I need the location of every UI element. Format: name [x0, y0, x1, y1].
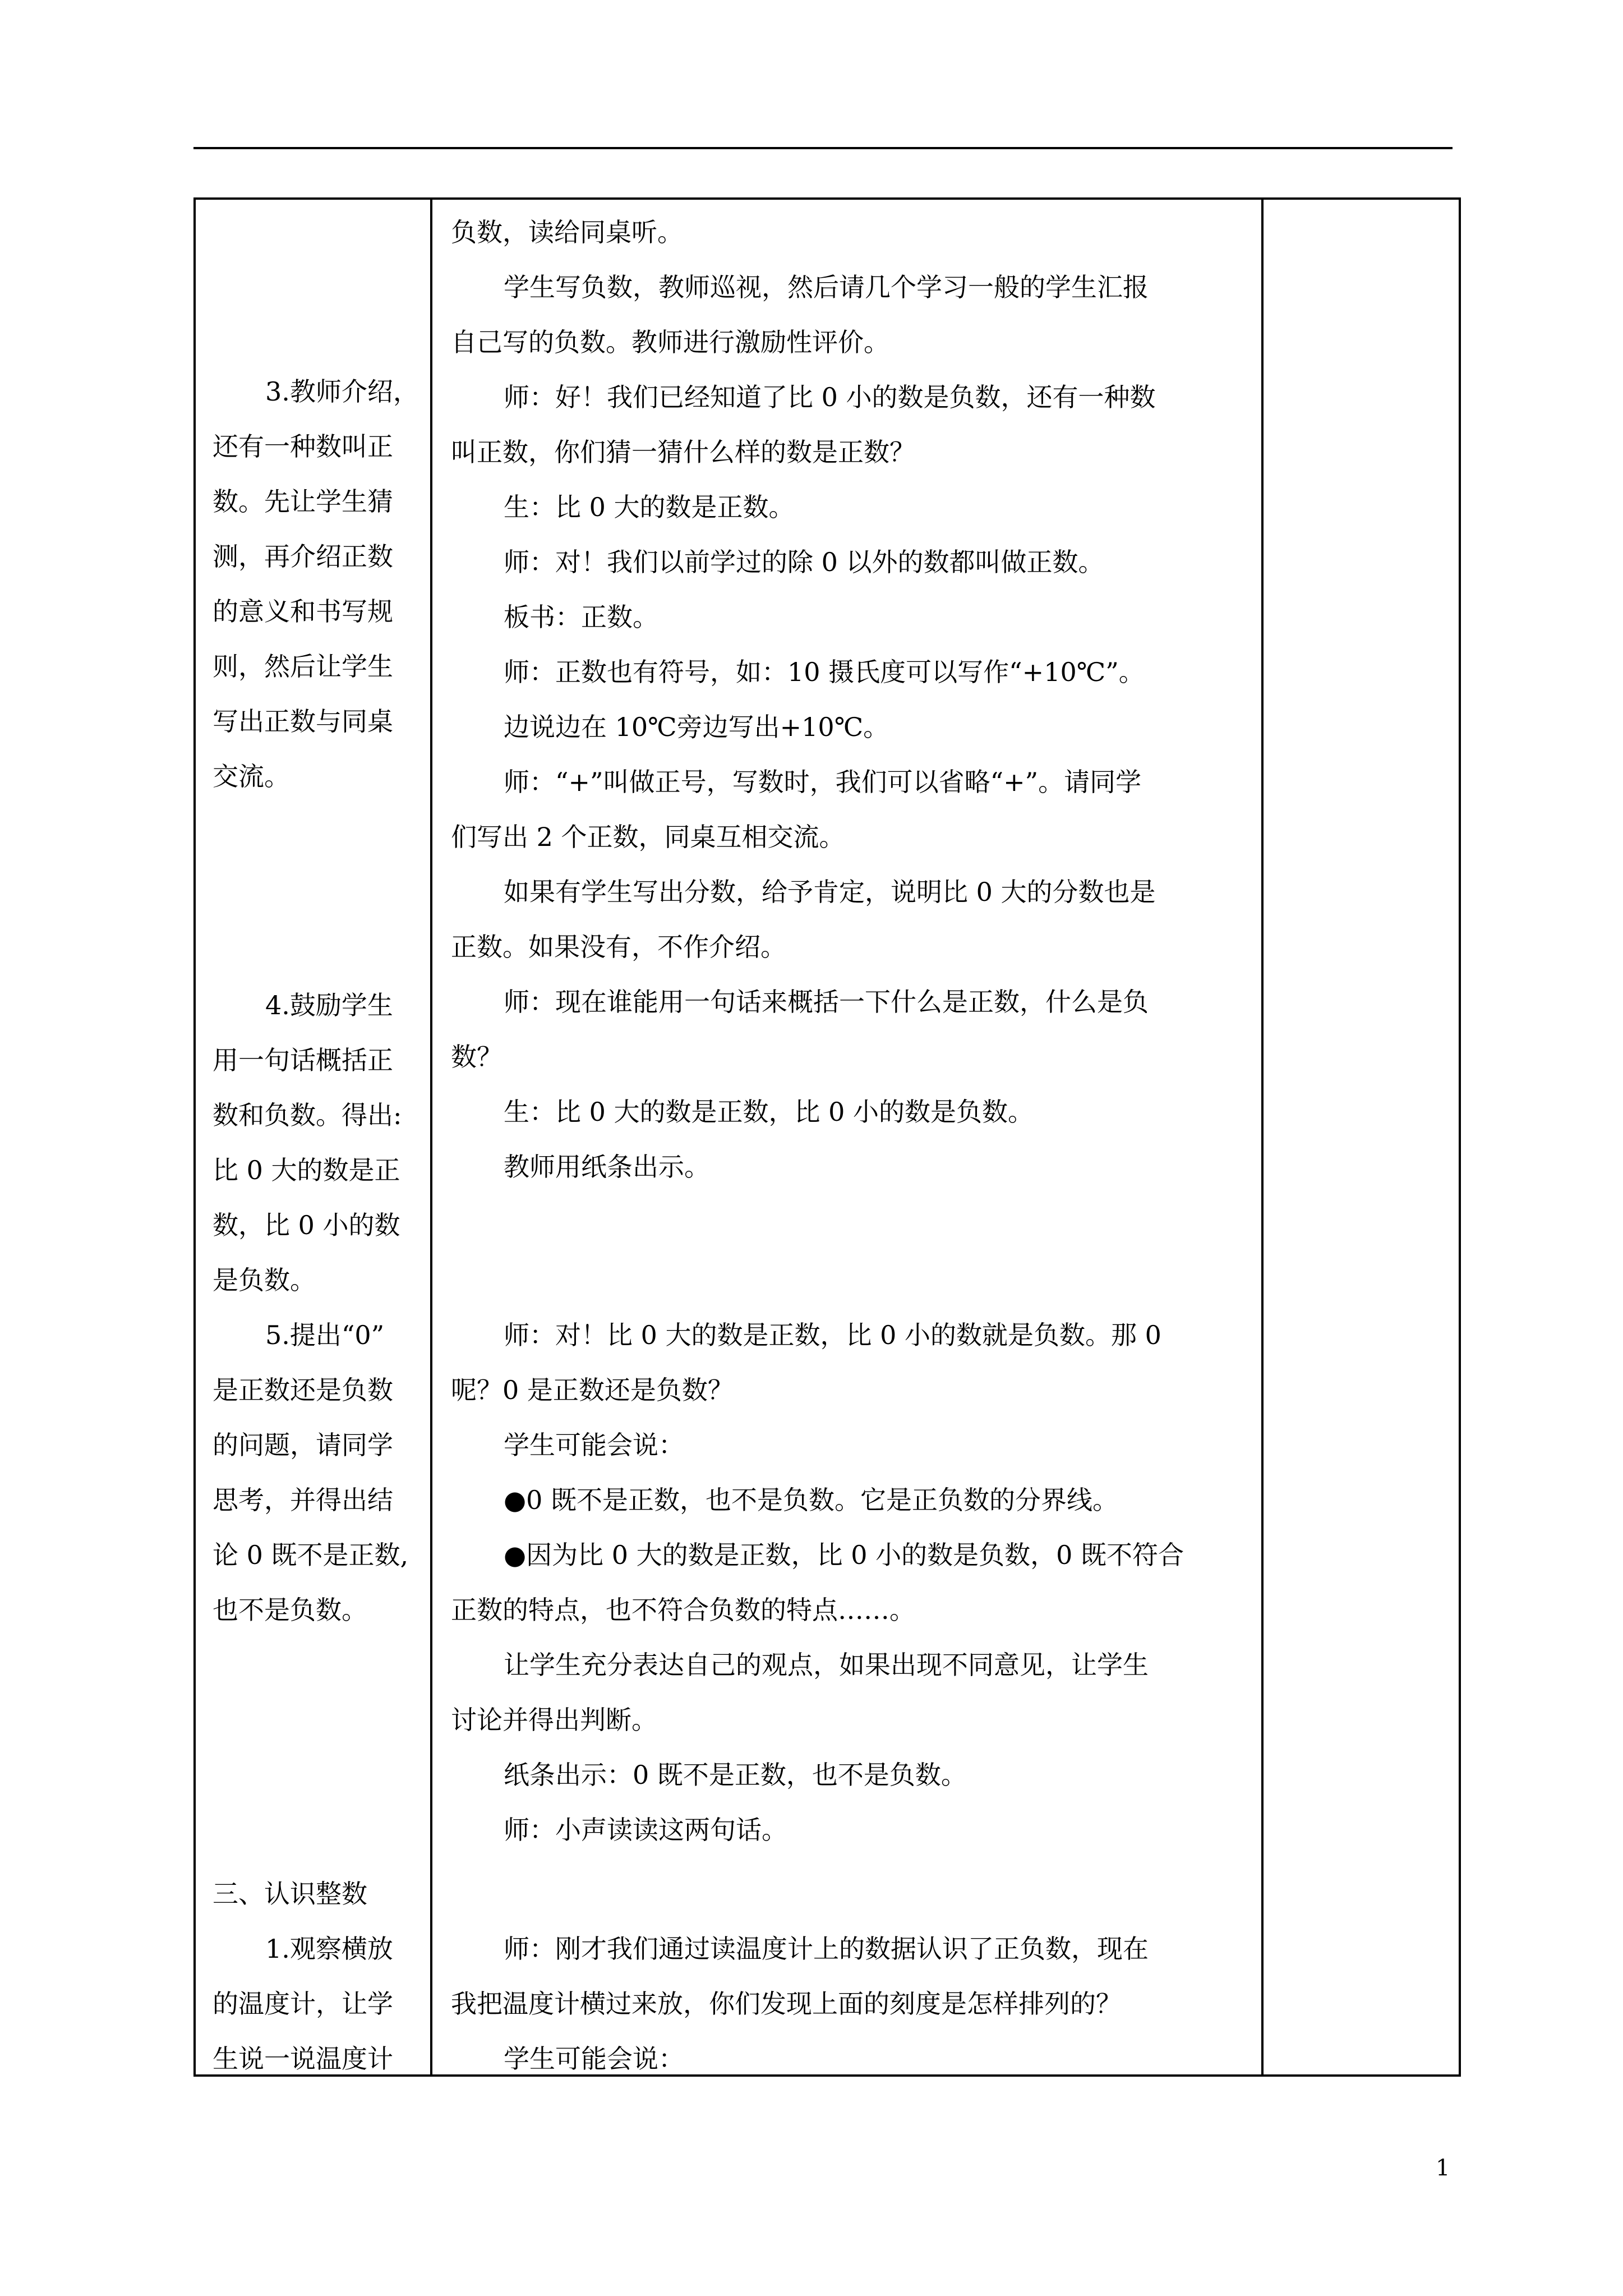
left-line: 3.教师介绍，	[265, 376, 419, 407]
left-line: 三、认识整数	[213, 1879, 367, 1909]
mid-line: 纸条出示：0 既不是正数，也不是负数。	[504, 1760, 967, 1790]
mid-line: 师：正数也有符号，如：10 摄氏度可以写作“+10℃”。	[504, 657, 1145, 687]
left-line: 数。先让学生猜	[213, 486, 393, 517]
column-divider-left	[430, 200, 432, 2074]
left-line: 论 0 既不是正数,	[213, 1540, 409, 1570]
mid-line: 呢？0 是正数还是负数？	[451, 1375, 734, 1405]
left-line: 5.提出“0”	[265, 1320, 385, 1350]
page-number: 1	[1436, 2155, 1450, 2181]
mid-line: 学生可能会说：	[504, 2044, 684, 2074]
left-line: 的温度计，让学	[213, 1989, 393, 2019]
left-line: 测，再介绍正数	[213, 541, 393, 572]
mid-line: ●因为比 0 大的数是正数，比 0 小的数是负数，0 既不符合	[504, 1540, 1184, 1570]
mid-line: 数？	[451, 1042, 502, 1072]
left-line: 比 0 大的数是正	[213, 1155, 400, 1185]
left-line: 的问题，请同学	[213, 1430, 393, 1460]
mid-line: 学生可能会说：	[504, 1430, 684, 1460]
mid-line: 正数的特点，也不符合负数的特点……。	[451, 1595, 915, 1625]
header-rule	[193, 147, 1453, 149]
left-line: 1.观察横放	[265, 1934, 393, 1964]
left-line: 还有一种数叫正	[213, 431, 393, 462]
mid-line: 师：对！比 0 大的数是正数，比 0 小的数就是负数。那 0	[504, 1320, 1161, 1350]
mid-line: 学生写负数，教师巡视，然后请几个学习一般的学生汇报	[504, 272, 1149, 302]
mid-line: 师：刚才我们通过读温度计上的数据认识了正负数，现在	[504, 1934, 1149, 1964]
mid-line: 板书：正数。	[504, 602, 658, 632]
left-line: 是正数还是负数	[213, 1375, 393, 1405]
left-line: 也不是负数。	[213, 1595, 367, 1625]
mid-line: 师：现在谁能用一句话来概括一下什么是正数，什么是负	[504, 987, 1149, 1017]
mid-line: 师：小声读读这两句话。	[504, 1815, 787, 1845]
mid-line: ●0 既不是正数，也不是负数。它是正负数的分界线。	[504, 1485, 1119, 1515]
lesson-table	[193, 197, 1461, 2077]
mid-line: 叫正数，你们猜一猜什么样的数是正数？	[451, 437, 915, 467]
mid-line: 我把温度计横过来放，你们发现上面的刻度是怎样排列的？	[451, 1989, 1122, 2019]
column-divider-right	[1261, 200, 1264, 2074]
mid-line: 师：对！我们以前学过的除 0 以外的数都叫做正数。	[504, 547, 1104, 577]
mid-line: 生：比 0 大的数是正数。	[504, 492, 795, 522]
mid-line: 负数，读给同桌听。	[451, 217, 683, 247]
left-line: 数，比 0 小的数	[213, 1210, 400, 1240]
mid-line: 们写出 2 个正数，同桌互相交流。	[451, 822, 845, 852]
mid-line: 自己写的负数。教师进行激励性评价。	[451, 327, 889, 357]
left-line: 则，然后让学生	[213, 651, 393, 682]
left-line: 数和负数。得出:	[213, 1100, 402, 1130]
left-line: 用一句话概括正	[213, 1045, 393, 1075]
left-line: 是负数。	[213, 1265, 316, 1295]
mid-line: 让学生充分表达自己的观点，如果出现不同意见，让学生	[504, 1650, 1149, 1680]
left-line: 交流。	[213, 761, 290, 792]
left-line: 生说一说温度计	[213, 2044, 393, 2074]
left-line: 的意义和书写规	[213, 596, 393, 627]
mid-line: 讨论并得出判断。	[451, 1705, 657, 1735]
mid-line: 师：好！我们已经知道了比 0 小的数是负数，还有一种数	[504, 382, 1156, 412]
mid-line: 边说边在 10℃旁边写出+10℃。	[504, 712, 889, 742]
mid-line: 如果有学生写出分数，给予肯定，说明比 0 大的分数也是	[504, 877, 1156, 907]
mid-line: 教师用纸条出示。	[504, 1152, 710, 1182]
left-line: 写出正数与同桌	[213, 706, 393, 737]
left-line: 思考，并得出结	[213, 1485, 393, 1515]
mid-line: 师：“+”叫做正号，写数时，我们可以省略“+”。请同学	[504, 767, 1142, 797]
left-line: 4.鼓励学生	[265, 990, 393, 1020]
mid-line: 正数。如果没有，不作介绍。	[451, 932, 786, 962]
mid-line: 生：比 0 大的数是正数，比 0 小的数是负数。	[504, 1097, 1034, 1127]
